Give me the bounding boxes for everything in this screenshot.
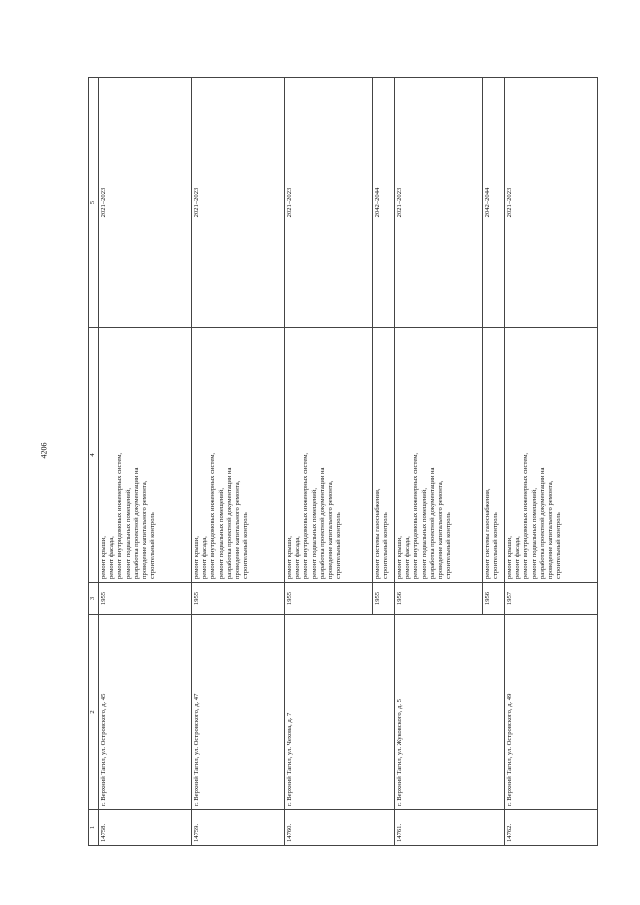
table-row xyxy=(395,78,483,846)
work-item: ремонт системы газоснабжения, xyxy=(484,488,491,579)
row-number: 14759. xyxy=(192,810,285,846)
work-item: ремонт подвальных помещений, xyxy=(530,488,538,579)
address-cell: г. Верхний Тагил, ул. Островского, д. 47 xyxy=(192,615,285,810)
year-cell: 1955 xyxy=(285,583,373,615)
work-item: ремонт фасада, xyxy=(201,536,209,579)
work-item: строительный контроль xyxy=(149,512,157,579)
column-number-5: 5 xyxy=(89,78,99,328)
work-item: ремонт подвальных помещений, xyxy=(420,488,428,579)
table-container xyxy=(88,78,600,846)
address-cell: г. Верхний Тагил, ул. Жуковского, д. 5 xyxy=(395,615,505,810)
table-row xyxy=(99,78,192,846)
work-item: ремонт подвальных помещений, xyxy=(310,488,318,579)
work-item: ремонт фасада, xyxy=(294,536,302,579)
work-item: строительный контроль xyxy=(242,512,250,579)
work-item: строительный контроль xyxy=(445,512,453,579)
works-cell xyxy=(505,328,598,583)
address-cell: г. Верхний Тагил, ул. Чехова, д. 7 xyxy=(285,615,395,810)
address-cell: г. Верхний Тагил, ул. Островского, д. 49 xyxy=(505,615,598,810)
column-number-1: 1 xyxy=(89,810,99,846)
year-cell: 1956 xyxy=(395,583,483,615)
work-item: ремонт системы газоснабжения, xyxy=(374,488,381,579)
work-item: ремонт внутридомовых инженерных систем, xyxy=(302,452,310,579)
work-item: строительный контроль xyxy=(335,512,343,579)
column-number-4: 4 xyxy=(89,328,99,583)
table-row xyxy=(505,78,598,846)
work-item: ремонт внутридомовых инженерных систем, xyxy=(116,452,124,579)
works-cell xyxy=(99,328,192,583)
work-item: ремонт фасада, xyxy=(404,536,412,579)
period-cell: 2021–2023 xyxy=(99,78,192,328)
year-cell: 1955 xyxy=(192,583,285,615)
work-item: проведение капитального ремонта, xyxy=(437,480,445,579)
row-number: 14760. xyxy=(285,810,395,846)
work-item: ремонт подвальных помещений, xyxy=(124,488,132,579)
work-item: ремонт крыши, xyxy=(100,536,107,579)
work-item: ремонт фасада, xyxy=(108,536,116,579)
row-number: 14758. xyxy=(99,810,192,846)
table-row xyxy=(285,78,373,846)
work-item: разработка проектной документации на xyxy=(428,467,436,579)
repair-schedule-table xyxy=(88,77,598,846)
work-item: строительный контроль xyxy=(492,512,500,579)
period-cell: 2021–2023 xyxy=(395,78,483,328)
work-item: разработка проектной документации на xyxy=(225,467,233,579)
work-item: разработка проектной документации на xyxy=(132,467,140,579)
work-item: строительный контроль xyxy=(555,512,563,579)
work-item: ремонт внутридомовых инженерных систем, xyxy=(412,452,420,579)
work-item: ремонт внутридомовых инженерных систем, xyxy=(522,452,530,579)
work-item: ремонт крыши, xyxy=(193,536,200,579)
works-cell xyxy=(483,328,505,583)
column-number-2: 2 xyxy=(89,615,99,810)
row-number: 14761. xyxy=(395,810,505,846)
period-cell: 2021–2023 xyxy=(285,78,373,328)
works-cell xyxy=(192,328,285,583)
year-cell: 1957 xyxy=(505,583,598,615)
works-cell xyxy=(373,328,395,583)
period-cell: 2042–2044 xyxy=(373,78,395,328)
address-cell: г. Верхний Тагил, ул. Островского, д. 45 xyxy=(99,615,192,810)
table-row xyxy=(192,78,285,846)
work-item: проведение капитального ремонта, xyxy=(141,480,149,579)
year-cell: 1955 xyxy=(373,583,395,615)
work-item: ремонт фасада, xyxy=(514,536,522,579)
year-cell: 1955 xyxy=(99,583,192,615)
work-item: ремонт внутридомовых инженерных систем, xyxy=(209,452,217,579)
works-cell xyxy=(395,328,483,583)
work-item: разработка проектной документации на xyxy=(318,467,326,579)
period-cell: 2042–2044 xyxy=(483,78,505,328)
work-item: ремонт крыши, xyxy=(506,536,513,579)
period-cell: 2021–2023 xyxy=(505,78,598,328)
year-cell: 1956 xyxy=(483,583,505,615)
work-item: ремонт крыши, xyxy=(286,536,293,579)
work-item: строительный контроль xyxy=(382,512,390,579)
work-item: проведение капитального ремонта, xyxy=(327,480,335,579)
works-cell xyxy=(285,328,373,583)
work-item: разработка проектной документации на xyxy=(538,467,546,579)
work-item: ремонт подвальных помещений, xyxy=(217,488,225,579)
period-cell: 2021–2023 xyxy=(192,78,285,328)
work-item: проведение капитального ремонта, xyxy=(234,480,242,579)
row-number: 14762. xyxy=(505,810,598,846)
column-number-row xyxy=(89,78,99,846)
column-number-3: 3 xyxy=(89,583,99,615)
work-item: проведение капитального ремонта, xyxy=(547,480,555,579)
page-number: 4206 xyxy=(39,442,49,459)
work-item: ремонт крыши, xyxy=(396,536,403,579)
